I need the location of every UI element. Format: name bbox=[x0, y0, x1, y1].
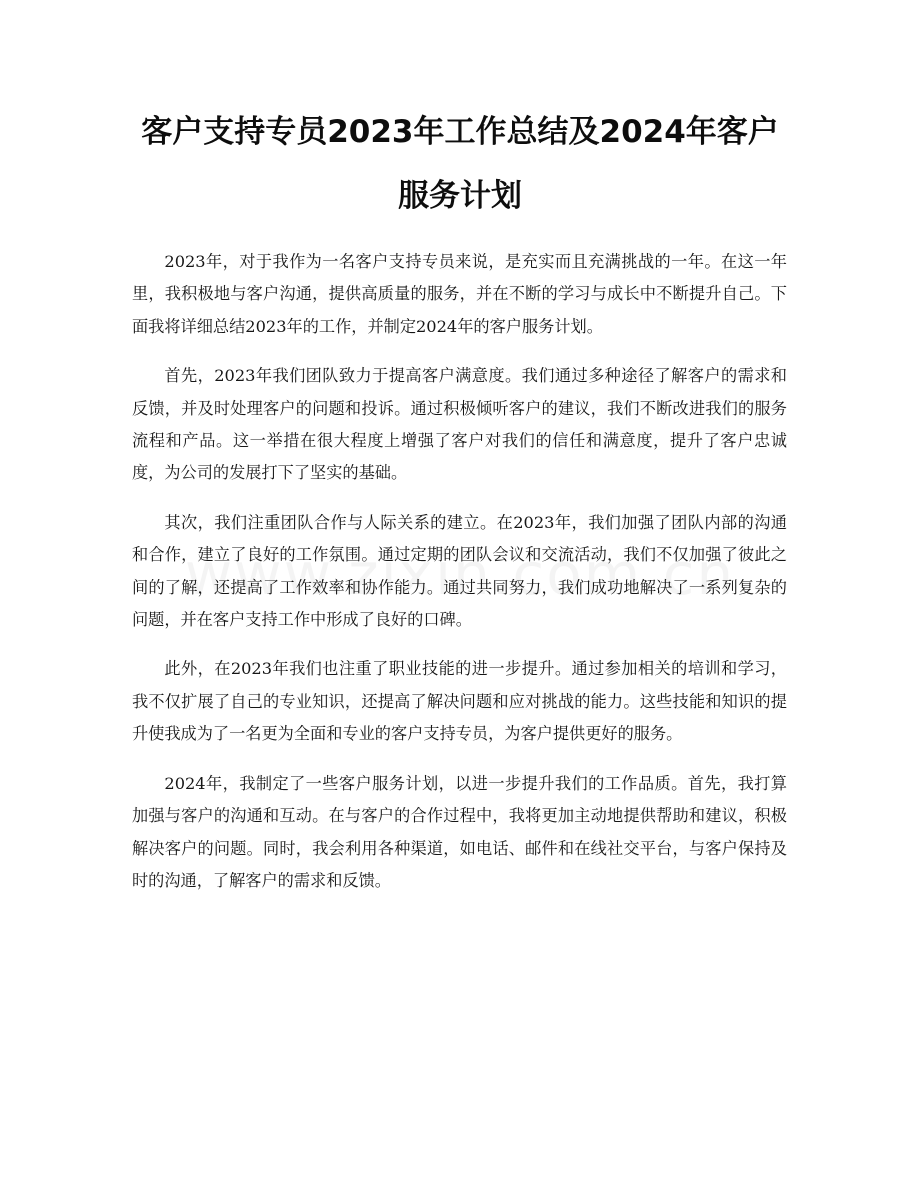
paragraph-1: 2023年，对于我作为一名客户支持专员来说，是充实而且充满挑战的一年。在这一年里，我积极地与客户沟通，提供高质量的服务，并在不断的学习与成长中不断提升自己。下面我将详细总结2023年的工作，并制定2024年的客户服务计划。 bbox=[132, 252, 787, 336]
document-title: 客户支持专员2023年工作总结及2024年客户服务计划 bbox=[141, 114, 779, 214]
paragraph-2: 首先，2023年我们团队致力于提高客户满意度。我们通过多种途径了解客户的需求和反馈，并及时处理客户的问题和投诉。通过积极倾听客户的建议，我们不断改进我们的服务流程和产品。这一举措在很大程度上增强了客户对我们的信任和满意度，提升了客户忠诚度，为公司的发展打下了坚实的基础。 bbox=[132, 366, 787, 483]
paragraph-5: 2024年，我制定了一些客户服务计划，以进一步提升我们的工作品质。首先，我打算加强与客户的沟通和互动。在与客户的合作过程中，我将更加主动地提供帮助和建议，积极解决客户的问题。同时，我会利用各种渠道，如电话、邮件和在线社交平台，与客户保持及时的沟通，了解客户的需求和反馈。 bbox=[132, 773, 787, 890]
document-body bbox=[132, 246, 787, 914]
paragraph-4: 此外，在2023年我们也注重了职业技能的进一步提升。通过参加相关的培训和学习，我不仅扩展了自己的专业知识，还提高了解决问题和应对挑战的能力。这些技能和知识的提升使我成为了一名更为全面和专业的客户支持专员，为客户提供更好的服务。 bbox=[132, 659, 787, 744]
paragraph-3: 其次，我们注重团队合作与人际关系的建立。在2023年，我们加强了团队内部的沟通和合作，建立了良好的工作氛围。通过定期的团队会议和交流活动，我们不仅加强了彼此之间的了解，还提高了工作效率和协作能力。通过共同努力，我们成功地解决了一系列复杂的问题，并在客户支持工作中形成了良好的口碑。 bbox=[132, 512, 787, 630]
